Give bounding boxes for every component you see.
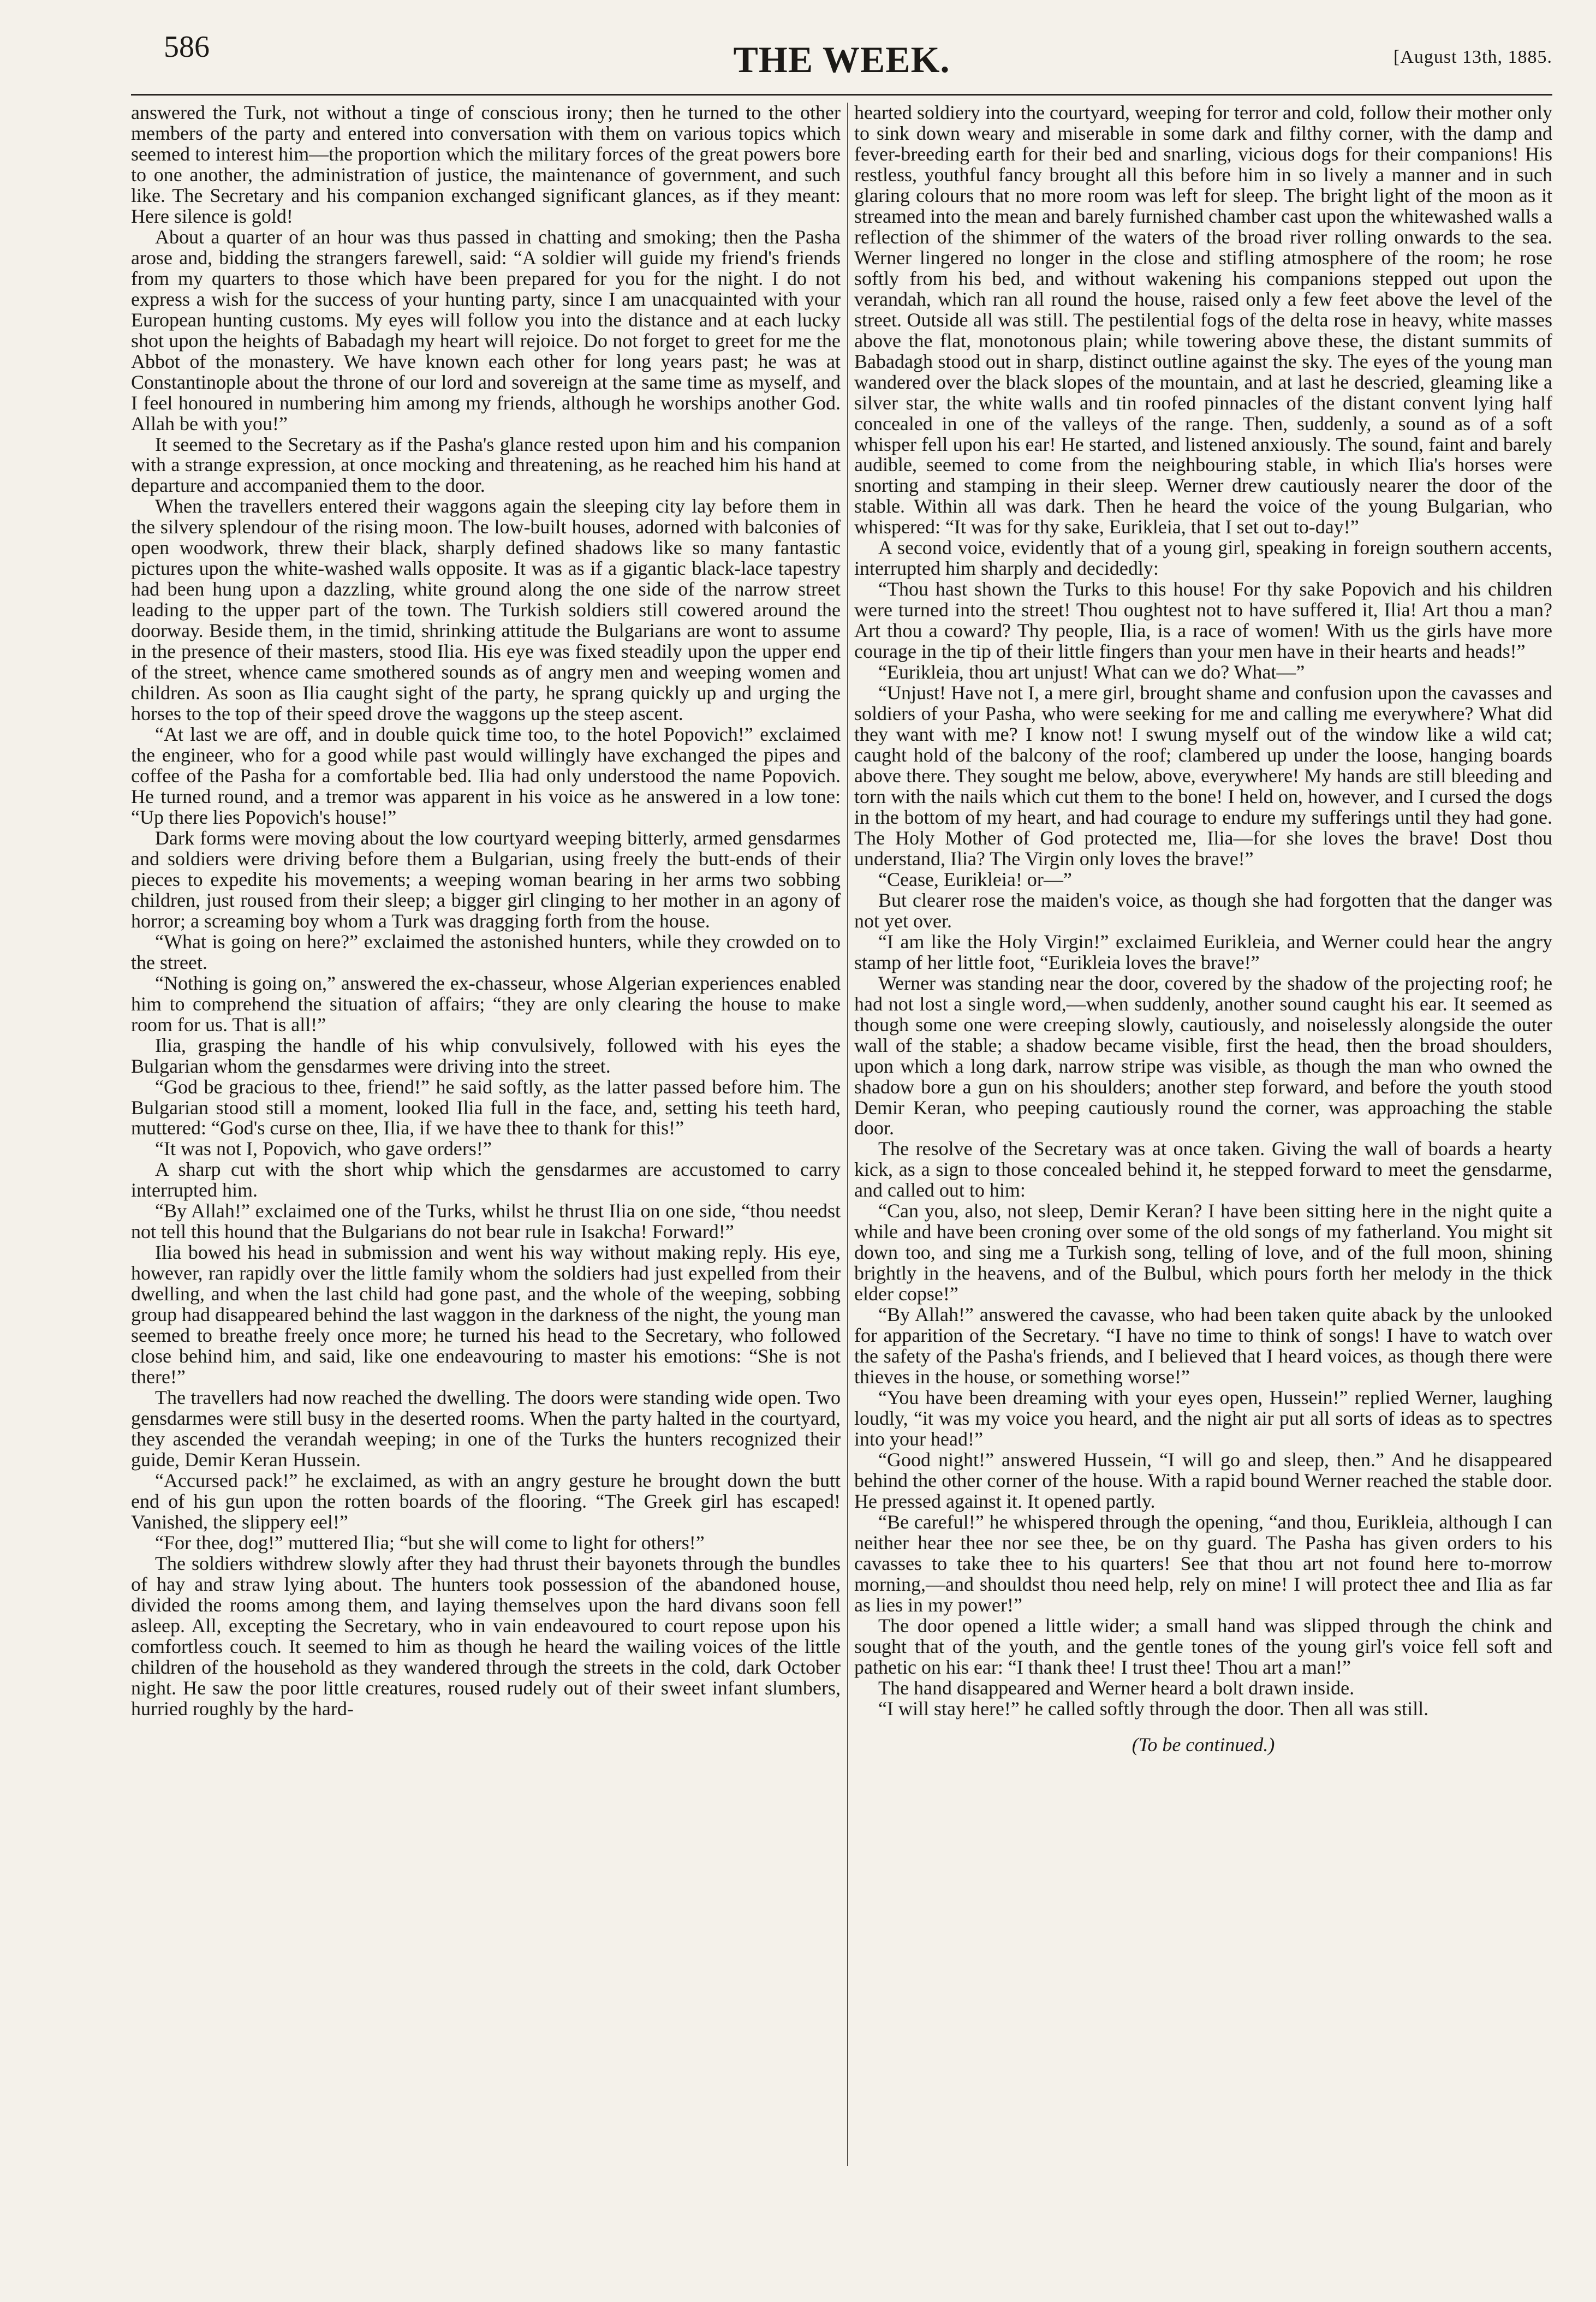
paragraph: The soldiers withdrew slowly after they had thrust their bayonets through the bundles of hay and straw lying about. The hunters took possession of the abandoned house, divided the rooms among them, and laying themselves upon the hard divans soon fell asleep. All, excepting the Secretary, who in vain endeavoured to court repose upon his comfortless couch. It seemed to him as though he heard the wailing voices of the little children of the household as they wandered through the streets in the cold, dark October night. He saw the poor little creatures, roused rudely out of their sweet infant slumbers, hurried roughly by the hard- bbox=[131, 1552, 841, 1720]
paragraph: Ilia bowed his head in submission and went his way without making reply. His eye, however, ran rapidly over the little family whom the soldiers had just expelled from their dwelling, and when the last child had gone past, and the whole of the weeping, sobbing group had disappeared behind the last waggon in the darkness of the night, the young man seemed to breathe freely once more; he turned his head to the Secretary, who followed close behind him, and said, like one endeavouring to master his emotions: “She is not there!” bbox=[131, 1241, 841, 1388]
paragraph: But clearer rose the maiden's voice, as though she had forgotten that the danger was not yet over. bbox=[854, 889, 1552, 932]
paragraph: About a quarter of an hour was thus passed in chatting and smoking; then the Pasha arose and, bidding the strangers farewell, said: “A soldier will guide my friend's friends from my quarters to those which have been prepared for you for the night. I do not express a wish for the success of your hunting party, since I am unacquainted with your European hunting customs. My eyes will follow you into the distance and at each lucky shot upon the heights of Babadagh my heart will rejoice. Do not forget to greet for me the Abbot of the monastery. We have known each other for long years past; he was at Constantinople about the throne of our lord and sovereign at the same time as myself, and I feel honoured in numbering him among my friends, although he worships another God. Allah be with you!” bbox=[131, 225, 841, 435]
paragraph: “It was not I, Popovich, who gave orders!” bbox=[155, 1138, 492, 1160]
left-column bbox=[131, 103, 841, 2253]
header-rule bbox=[131, 94, 1552, 96]
paragraph: A sharp cut with the short whip which the gensdarmes are accustomed to carry interrupted him. bbox=[131, 1158, 841, 1201]
paragraph: “Good night!” answered Hussein, “I will go and sleep, then.” And he disappeared behind the other corner of the house. With a rapid bound Werner reached the stable door. He pressed against it. It opened partly. bbox=[854, 1448, 1552, 1512]
paragraph: The hand disappeared and Werner heard a bolt drawn inside. bbox=[878, 1676, 1355, 1699]
paragraph: “Unjust! Have not I, a mere girl, brought shame and confusion upon the cavasses and soldiers of your Pasha, who were seeking for me and calling me everywhere? What did they want with me? I know not! I swung myself out of the window like a wild cat; caught hold of the balcony of the roof; clambered up under the loose, hanging boards above there. They sought me below, above, everywhere! My hands are still bleeding and torn with the nails which cut them to the bone! I held on, however, and I cursed the dogs in the bottom of my heart, and had courage to endure my sufferings until they had gone. The Holy Mother of God protected me, Ilia—for she loves the brave! Dost thou understand, Ilia? The Virgin only loves the brave!” bbox=[854, 682, 1552, 870]
right-column bbox=[854, 103, 1552, 2253]
paragraph: Ilia, grasping the handle of his whip convulsively, followed with his eyes the Bulgarian whom the gensdarmes were driving into the street. bbox=[131, 1034, 841, 1077]
paragraph: hearted soldiery into the courtyard, weeping for terror and cold, follow their mother only to sink down weary and miserable in some dark and filthy corner, with the damp and fever-breeding earth for their bed and snarling, vicious dogs for their companions! His restless, youthful fancy brought all this before him in so lively a manner and in such glaring colours that no more room was left for sleep. The bright light of the moon as it streamed into the mean and barely furnished chamber cast upon the whitewashed walls a reflection of the shimmer of the waters of the broad river rolling onwards to the sea. Werner lingered no longer in the close and stifling atmosphere of the room; he rose softly from his bed, and without wakening his companions stepped out upon the verandah, which ran all round the house, raised only a few feet above the level of the street. Outside all was still. The pestilential fogs of the delta rose in heavy, white masses above the flat, monotonous plain; while towering above these, the distant summits of Babadagh stood out in sharp, distinct outline against the sky. The eyes of the young man wandered over the black slopes of the mountain, and at last he descried, gleaming like a silver star, the white walls and tin roofed pinnacles of the distant convent lying half concealed in one of the valleys of the range. Then, suddenly, a sound as of a soft whisper fell upon his ear! He started, and listened anxiously. The sound, faint and barely audible, seemed to come from the neighbouring stable, in which Ilia's horses were snorting and stamping in their sleep. Werner drew cautiously nearer the door of the stable. Within all was dark. Then he heard the voice of the young Bulgarian, who whispered: “It was for thy sake, Eurikleia, that I set out to-day!” bbox=[854, 103, 1552, 538]
paragraph: The door opened a little wider; a small hand was slipped through the chink and sought that of the youth, and the gentle tones of the young girl's voice fell soft and pathetic on his ear: “I thank thee! I trust thee! Thou art a man!” bbox=[854, 1614, 1552, 1678]
paragraph: “God be gracious to thee, friend!” he said softly, as the latter passed before him. The Bulgarian stood still a moment, looked Ilia full in the face, and, setting his teeth hard, muttered: “God's curse on thee, Ilia, if we have thee to thank for this!” bbox=[131, 1075, 841, 1139]
column-divider bbox=[847, 103, 848, 2166]
paragraph: “You have been dreaming with your eyes open, Hussein!” replied Werner, laughing loudly, “it was my voice you heard, and the night air put all sorts of ideas as to spectres into your head!” bbox=[854, 1387, 1552, 1450]
paragraph: “By Allah!” exclaimed one of the Turks, whilst he thrust Ilia on one side, “thou needst not tell this hound that the Bulgarians do not bear rule in Isakcha! Forward!” bbox=[131, 1200, 841, 1243]
issue-date: [August 13th, 1885. bbox=[1393, 47, 1552, 67]
paragraph: answered the Turk, not without a tinge of conscious irony; then he turned to the other members of the party and entered into conversation with them on various topics which seemed to interest him—the proportion which the military forces of the great powers bore to one another, the administration of justice, the maintenance of government, and such like. The Secretary and his companion exchanged significant glances, as if they meant: Here silence is gold! bbox=[131, 103, 841, 227]
paragraph: “Accursed pack!” he exclaimed, as with an angry gesture he brought down the butt end of his gun upon the rotten boards of the flooring. “The Greek girl has escaped! Vanished, the slippery eel!” bbox=[131, 1469, 841, 1533]
continued-note: (To be continued.) bbox=[1132, 1733, 1275, 1756]
masthead-title: THE WEEK. bbox=[733, 39, 950, 80]
paragraph: When the travellers entered their waggons again the sleeping city lay before them in the silvery splendour of the rising moon. The low-built houses, adorned with balconies of open woodwork, threw their black, sharply defined shadows like so many fantastic pictures upon the white-washed walls opposite. It was as if a gigantic black-lace tapestry had been hung upon a dazzling, white ground along the one side of the narrow street leading to the upper part of the town. The Turkish soldiers still cowered around the doorway. Beside them, in the timid, shrinking attitude the Bulgarians are wont to assume in the presence of their masters, stood Ilia. His eye was fixed steadily upon the upper end of the street, whence came smothered sounds as of angry men and weeping women and children. As soon as Ilia caught sight of the party, he sprang quickly up and urging the horses to the top of their speed drove the waggons up the steep ascent. bbox=[131, 495, 841, 725]
paragraph: “Cease, Eurikleia! or—” bbox=[878, 868, 1072, 890]
paragraph: “Be careful!” he whispered through the opening, “and thou, Eurikleia, although I can neither hear thee nor see thee, be on thy guard. The Pasha has given orders to his cavasses to take thee to his quarters! See that thou art not found here to-morrow morning,—and shouldst thou need help, rely on mine! I will protect thee and Ilia as far as lies in my power!” bbox=[854, 1510, 1552, 1616]
paragraph: “Thou hast shown the Turks to this house! For thy sake Popovich and his children were turned into the street! Thou oughtest not to have suffered it, Ilia! Art thou a man? Art thou a coward? Thy people, Ilia, is a race of women! With us the girls have more courage in the tip of their little fingers than your men have in their hearts and heads!” bbox=[854, 578, 1552, 663]
paragraph: The travellers had now reached the dwelling. The doors were standing wide open. Two gensdarmes were still busy in the deserted rooms. When the party halted in the courtyard, they ascended the verandah weeping; in one of the Turks the hunters recognized their guide, Demir Keran Hussein. bbox=[131, 1387, 841, 1471]
paragraph: “What is going on here?” exclaimed the astonished hunters, while they crowded on to the street. bbox=[131, 930, 841, 973]
paragraph: Dark forms were moving about the low courtyard weeping bitterly, armed gensdarmes and soldiers were driving before them a Bulgarian, using freely the butt-ends of their pieces to expedite his movements; a weeping woman bearing in her arms two sobbing children, just roused from their sleep; a bigger girl clinging to her mother in an agony of horror; a screaming boy whom a Turk was dragging forth from the house. bbox=[131, 826, 841, 932]
paragraph: It seemed to the Secretary as if the Pasha's glance rested upon him and his companion with a strange expression, at once mocking and threatening, as he reached him his hand at departure and accompanied them to the door. bbox=[131, 433, 841, 497]
paragraph: “Eurikleia, thou art unjust! What can we do? What—” bbox=[878, 661, 1305, 683]
page-header bbox=[131, 26, 1552, 86]
page-number: 586 bbox=[164, 30, 210, 64]
paragraph: “By Allah!” answered the cavasse, who had been taken quite aback by the unlooked for apparition of the Secretary. “I have no time to think of songs! I have to watch over the safety of the Pasha's friends, and I believed that I heard voices, as though there were thieves in the house, or something worse!” bbox=[854, 1304, 1552, 1388]
paragraph: Werner was standing near the door, covered by the shadow of the projecting roof; he had not lost a single word,—when suddenly, another sound caught his ear. It seemed as though some one were creeping slowly, cautiously, and noiselessly alongside the outer wall of the stable; a shadow became visible, first the head, then the broad shoulders, upon which a long dark, narrow stripe was visible, as though the man who owned the shadow bore a gun on his shoulders; another step forward, and before the youth stood Demir Keran, who peeping cautiously round the corner, was approaching the stable door. bbox=[854, 972, 1552, 1139]
paragraph: The resolve of the Secretary was at once taken. Giving the wall of boards a hearty kick, as a sign to those concealed behind it, he stepped forward to meet the gensdarme, and called out to him: bbox=[854, 1138, 1552, 1201]
paragraph: “For thee, dog!” muttered Ilia; “but she will come to light for others!” bbox=[155, 1531, 705, 1554]
paragraph: “Can you, also, not sleep, Demir Keran? I have been sitting here in the night quite a while and have been croning over some of the old songs of my fatherland. You might sit down too, and sing me a Turkish song, telling of love, and of the full moon, shining brightly in the heavens, and of the Bulbul, which pours forth her melody in the thick elder copse!” bbox=[854, 1200, 1552, 1305]
paragraph: A second voice, evidently that of a young girl, speaking in foreign southern accents, interrupted him sharply and decidedly: bbox=[854, 537, 1552, 580]
paragraph: “At last we are off, and in double quick time too, to the hotel Popovich!” exclaimed the engineer, who for a good while past would willingly have exchanged the pipes and coffee of the Pasha for a comfortable bed. Ilia had only understood the name Popovich. He turned round, and a tremor was apparent in his voice as he answered in a low tone: “Up there lies Popovich's house!” bbox=[131, 723, 841, 828]
paragraph: “I will stay here!” he called softly through the door. Then all was still. bbox=[878, 1697, 1429, 1720]
paragraph: “Nothing is going on,” answered the ex-chasseur, whose Algerian experiences enabled him to comprehend the situation of affairs; “they are only clearing the house to make room for us. That is all!” bbox=[131, 972, 841, 1036]
paragraph: “I am like the Holy Virgin!” exclaimed Eurikleia, and Werner could hear the angry stamp of her little foot, “Eurikleia loves the brave!” bbox=[854, 930, 1552, 973]
